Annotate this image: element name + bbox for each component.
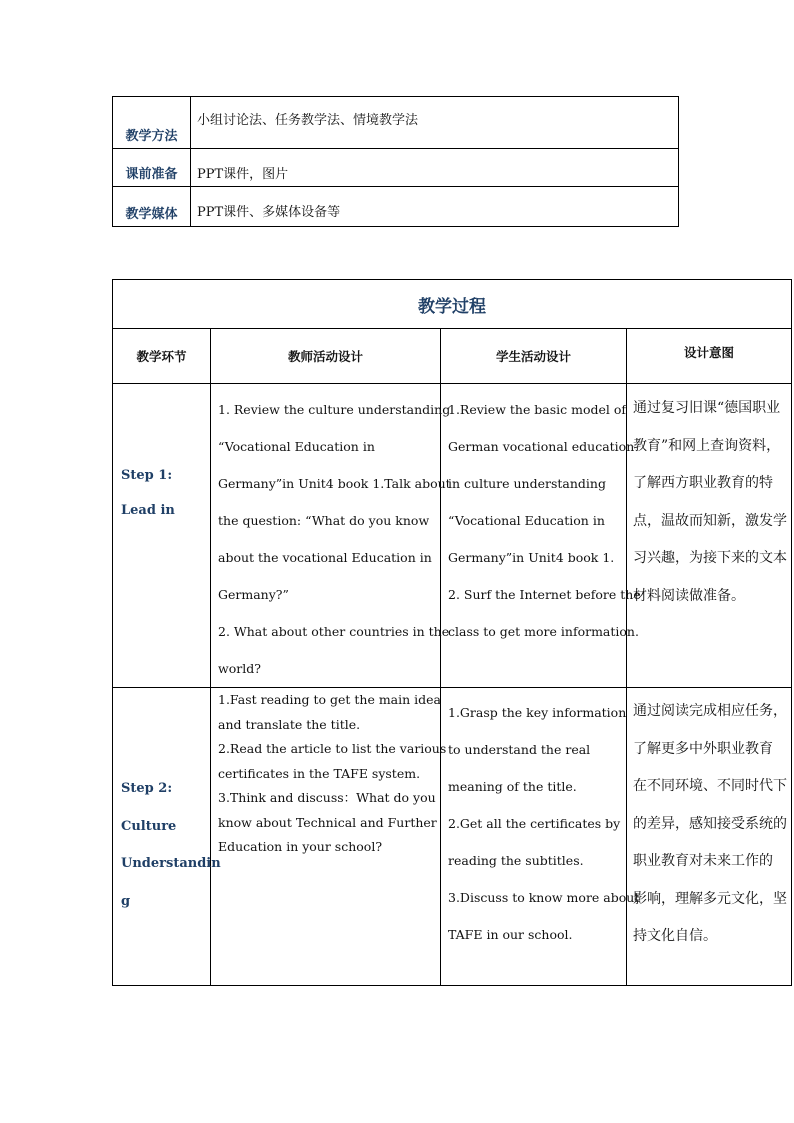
step-cell	[113, 688, 221, 986]
info-table	[112, 96, 679, 227]
header-intent: 设计意图	[627, 329, 792, 384]
text-line: Education in your school?	[218, 839, 383, 854]
text-line: “Vocational Education in	[218, 439, 375, 454]
table-row	[113, 688, 792, 986]
info-value: PPT课件、多媒体设备等	[191, 187, 679, 227]
text-line: 影响，理解多元文化，坚	[633, 890, 787, 907]
text-line: know about Technical and Further	[218, 814, 437, 830]
text-line: 2.Get all the certificates by	[448, 816, 621, 831]
step-label: Step 2:	[121, 781, 173, 796]
info-row	[113, 149, 679, 187]
info-label: 课前准备	[113, 149, 191, 187]
text-line: 通过复习旧课“德国职业	[633, 400, 781, 416]
text-line: German vocational education	[448, 439, 635, 454]
text-line: TAFE in our school.	[448, 927, 573, 942]
step-label: Step 1:	[121, 468, 173, 483]
text-line: 材料阅读做准备。	[633, 587, 745, 604]
design-intent-cell	[627, 384, 792, 688]
teacher-activity-cell	[211, 384, 451, 688]
header-row	[113, 329, 792, 384]
text-line: meaning of the title.	[448, 779, 577, 794]
header-teacher: 教师活动设计	[211, 329, 441, 384]
text-line: 的差异，感知接受系统的	[633, 815, 787, 832]
text-line: about the vocational Education in	[218, 550, 432, 565]
text-line: 1. Review the culture understanding	[218, 402, 451, 417]
header-student: 学生活动设计	[441, 329, 627, 384]
text-line: 了解更多中外职业教育	[633, 740, 773, 757]
process-title: 教学过程	[113, 280, 792, 329]
text-line: 了解西方职业教育的特	[633, 475, 773, 491]
text-line: Germany”in Unit4 book 1.Talk about	[218, 476, 451, 491]
process-table	[112, 279, 792, 986]
text-line: world?	[218, 661, 261, 676]
table-row	[113, 384, 792, 688]
info-label: 教学媒体	[113, 187, 191, 227]
info-row	[113, 187, 679, 227]
step-label: Culture	[121, 818, 177, 834]
text-line: 1.Fast reading to get the main idea	[218, 692, 442, 707]
text-line: 习兴趣，为接下来的文本	[633, 550, 787, 566]
text-line: “Vocational Education in	[448, 513, 605, 528]
text-line: 职业教育对未来工作的	[633, 853, 773, 869]
process-title-row	[113, 280, 792, 329]
step-cell	[113, 384, 211, 688]
text-line: 1.Review the basic model of	[448, 402, 627, 417]
info-label: 教学方法	[113, 97, 191, 149]
text-line: 2.Read the article to list the various	[218, 741, 447, 756]
text-line: and translate the title.	[218, 716, 361, 732]
text-line: 2. What about other countries in the	[218, 624, 450, 639]
info-row	[113, 97, 679, 149]
text-line: 点，温故而知新，激发学	[633, 512, 787, 529]
text-line: 通过阅读完成相应任务，	[633, 703, 787, 719]
text-line: to understand the real	[448, 742, 591, 757]
info-value: PPT课件，图片	[191, 149, 679, 187]
step-label: g	[121, 893, 131, 909]
text-line: Germany”in Unit4 book 1.	[448, 550, 615, 565]
design-intent-cell	[627, 688, 792, 986]
text-line: 3.Discuss to know more about	[448, 890, 640, 905]
step-label: Understandin	[121, 856, 221, 871]
text-line: in culture understanding	[448, 476, 606, 491]
info-value: 小组讨论法、任务教学法、情境教学法	[191, 97, 679, 149]
text-line: certificates in the TAFE system.	[218, 765, 421, 781]
text-line: 3.Think and discuss：What do you	[218, 790, 436, 805]
text-line: class to get more information.	[448, 624, 639, 639]
text-line: reading the subtitles.	[448, 853, 584, 868]
text-line: the question: “What do you know	[218, 513, 430, 528]
text-line: 1.Grasp the key information	[448, 705, 627, 720]
step-label: Lead in	[121, 503, 175, 518]
student-activity-cell	[441, 384, 641, 688]
student-activity-cell	[441, 688, 640, 986]
text-line: 2. Surf the Internet before the	[448, 587, 641, 602]
header-step: 教学环节	[113, 329, 211, 384]
text-line: 持文化自信。	[633, 928, 717, 944]
text-line: 教育”和网上查询资料，	[633, 437, 781, 454]
teacher-activity-cell	[211, 688, 447, 986]
text-line: Germany?”	[218, 587, 289, 602]
text-line: 在不同环境、不同时代下	[633, 778, 787, 794]
